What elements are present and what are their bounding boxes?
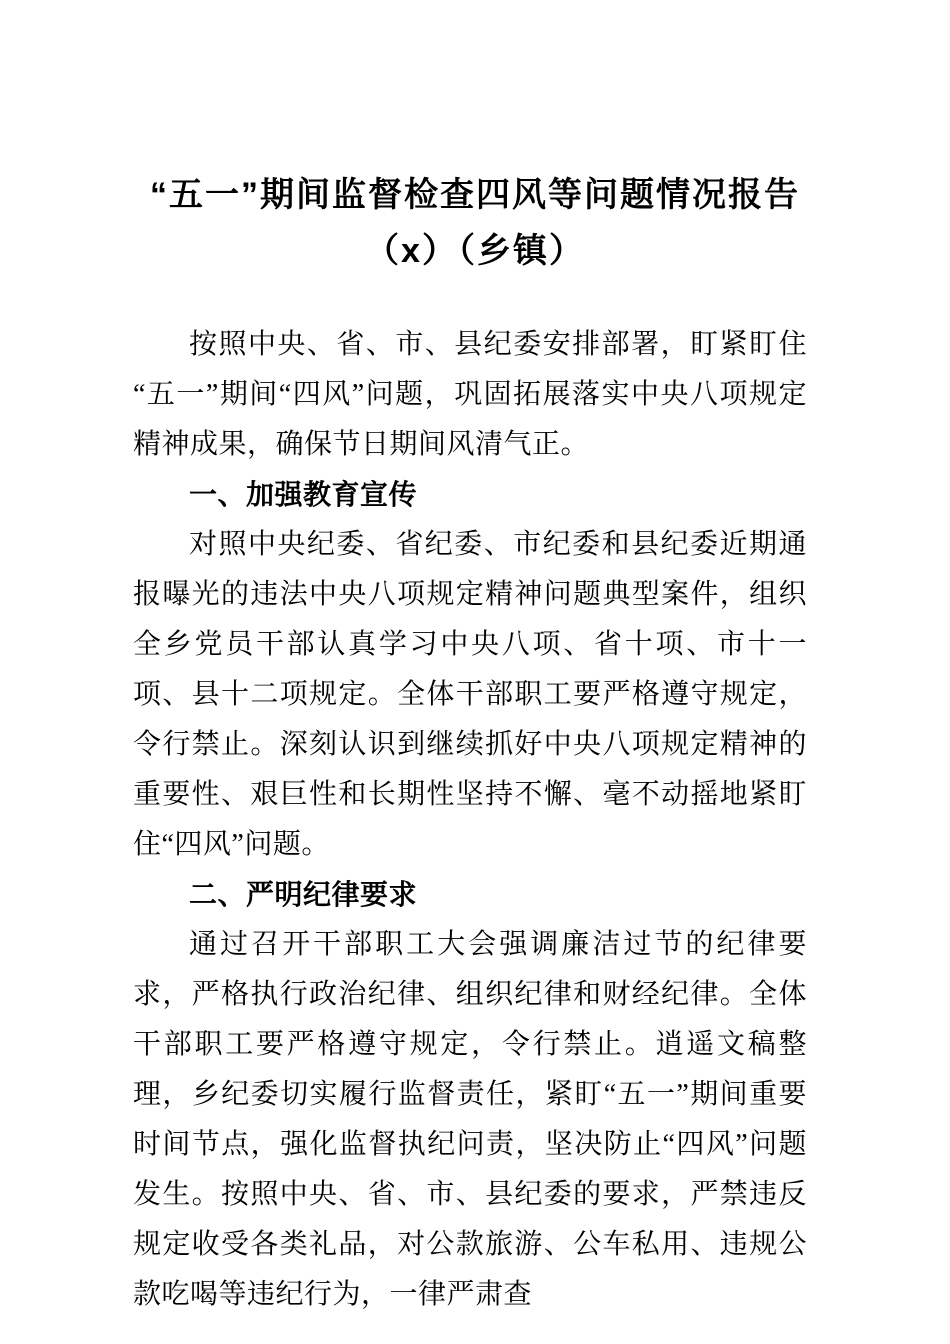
section-heading-2: 二、严明纪律要求 [189, 879, 418, 910]
paragraph-section-1: 对照中央纪委、省纪委、市纪委和县纪委近期通报曝光的违法中央八项规定精神问题典型案件，组织全乡党员干部认真学习中央八项、省十项、市十一项、县十二项规定。全体干部职工要严格遵守规定，令行禁止。深刻认识到继续抓好中央八项规定精神的重要性、艰巨性和长期性坚持不懈、毫不动摇地紧盯住“四风”问题。 [133, 529, 807, 860]
paragraph-section-2: 通过召开干部职工大会强调廉洁过节的纪律要求，严格执行政治纪律、组织纪律和财经纪律。全体干部职工要严格遵守规定，令行禁止。逍遥文稿整理，乡纪委切实履行监督责任，紧盯“五一”期间重要时间节点，强化监督执纪问责，坚决防止“四风”问题发生。按照中央、省、市、县纪委的要求，严禁违反规定收受各类礼品，对公款旅游、公车私用、违规公款吃喝等违纪行为，一律严肃查 [133, 929, 807, 1310]
paragraph-intro: 按照中央、省、市、县纪委安排部署，盯紧盯住“五一”期间“四风”问题，巩固拓展落实中央八项规定精神成果，确保节日期间风清气正。 [133, 329, 807, 460]
section-heading-1: 一、加强教育宣传 [189, 479, 418, 510]
document-body [133, 320, 807, 1320]
document-title: “五一”期间监督检查四风等问题情况报告（x）（乡镇） [150, 176, 800, 270]
